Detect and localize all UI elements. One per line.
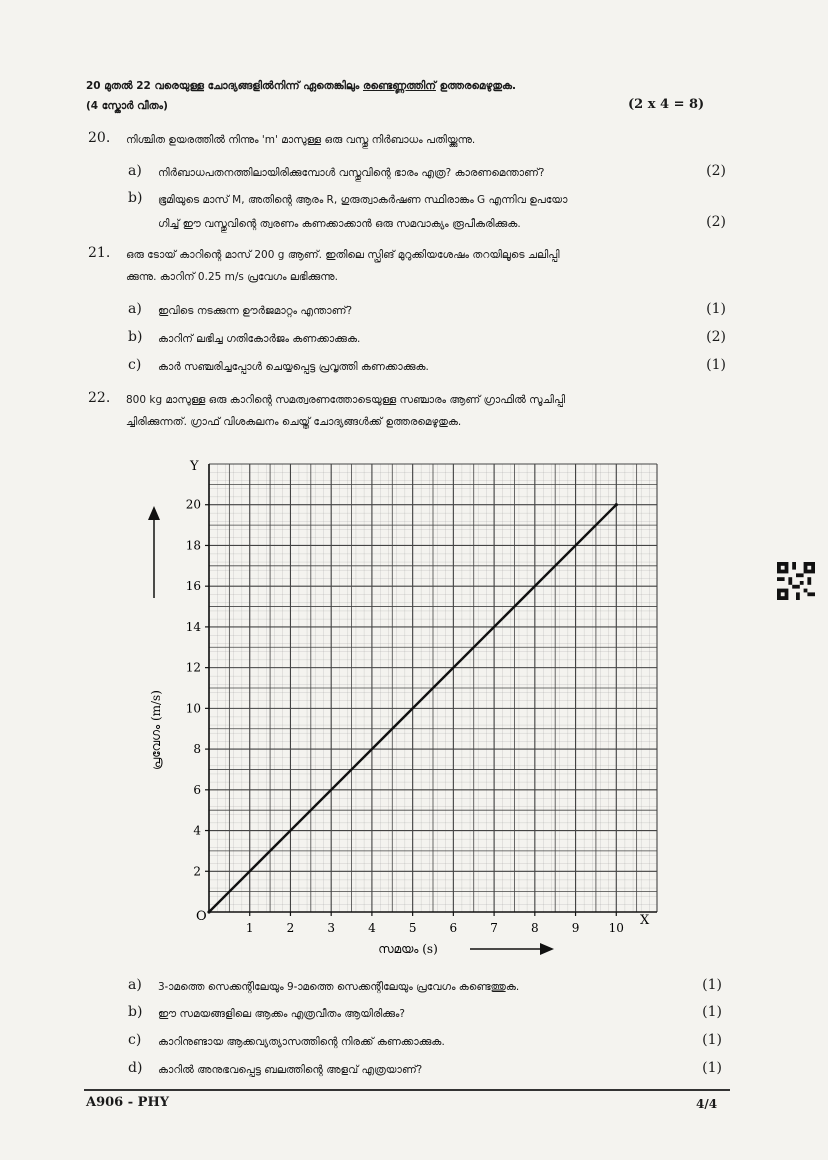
instruction-post: ഉത്തരമെഴുതുക. xyxy=(439,80,517,92)
q20-b-line2: ഗിച്ച് ഈ വസ്തുവിന്റെ ത്വരണം കണക്കാക്കാൻ ഒരു സമവാക്യം രൂപീകരിക്കുക. xyxy=(158,218,521,230)
y-tick-label: 4 xyxy=(193,823,201,838)
x-tick-label: 5 xyxy=(408,921,417,935)
x-tick-label: 7 xyxy=(490,921,498,935)
qr-code-icon xyxy=(776,562,816,600)
y-tick-label: 14 xyxy=(185,619,201,634)
y-axis-arrow-head xyxy=(148,506,160,520)
q21-a-marks: (1) xyxy=(706,301,726,317)
q21-c-label: c) xyxy=(128,357,142,373)
x-axis-arrow-head xyxy=(540,943,554,955)
q21-a-text: ഇവിടെ നടക്കുന്ന ഊർജമാറ്റം എന്താണ്? xyxy=(158,305,353,317)
y-tick-label: 10 xyxy=(185,701,201,716)
footer-code: A906 - PHY xyxy=(86,1095,170,1110)
instruction-underlined: രണ്ടെണ്ണത്തിന് xyxy=(362,80,436,92)
origin-label: O xyxy=(196,909,207,924)
series-point xyxy=(207,910,210,913)
x-tick-label: 4 xyxy=(368,921,376,935)
question-21-line2: ക്കുന്നു. കാറിന് 0.25 m/s പ്രവേഗം ലഭിക്കുന്നു. xyxy=(126,271,338,283)
q21-c-text: കാർ സഞ്ചരിച്ചപ്പോൾ ചെയ്യപ്പെട്ട പ്രവൃത്തി കണക്കാക്കുക. xyxy=(158,361,429,373)
question-22-line2: ച്ചിരിക്കുന്നത്. ഗ്രാഫ് വിശകലനം ചെയ്ത് ചോദ്യങ്ങൾക്ക് ഉത്തരമെഴുതുക. xyxy=(126,416,462,428)
q22-d-marks: (1) xyxy=(702,1060,722,1076)
question-22-number: 22. xyxy=(88,390,111,406)
q21-b-label: b) xyxy=(128,329,143,345)
x-tick-label: 10 xyxy=(608,921,624,935)
q21-b-text: കാറിന് ലഭിച്ച ഗതികോർജം കണക്കാക്കുക. xyxy=(158,333,361,345)
question-20-text: നിശ്ചിത ഉയരത്തിൽ നിന്നും 'm' മാസുള്ള ഒരു വസ്തു നിർബാധം പതിയ്ക്കുന്നു. xyxy=(126,134,476,146)
q21-b-marks: (2) xyxy=(706,329,726,345)
y-tick-label: 20 xyxy=(185,497,201,512)
y-tick-label: 12 xyxy=(185,660,201,675)
x-axis-letter: X xyxy=(640,913,650,928)
x-axis-label: സമയം (s) xyxy=(378,942,438,956)
question-21-line1: ഒരു ടോയ് കാറിന്റെ മാസ് 200 g ആണ്. ഇതിലെ സ്പ്രിങ് മുറുക്കിയശേഷം തറയിലൂടെ ചലിപ്പി xyxy=(126,249,560,261)
scoring-note: (2 x 4 = 8) xyxy=(628,97,705,112)
q22-c-text: കാറിനുണ്ടായ ആക്കവ്യത്യാസത്തിന്റെ നിരക്ക് കണക്കാക്കുക. xyxy=(158,1036,445,1048)
question-20-number: 20. xyxy=(88,130,111,146)
y-axis-label: പ്രവേഗം (m/s) xyxy=(149,690,163,770)
y-tick-label: 8 xyxy=(193,742,201,757)
x-tick-label: 9 xyxy=(571,921,580,935)
q22-a-marks: (1) xyxy=(702,977,722,993)
y-axis-letter: Y xyxy=(190,459,199,474)
q22-d-label: d) xyxy=(128,1060,143,1076)
x-tick-label: 3 xyxy=(327,921,336,935)
q22-a-label: a) xyxy=(128,977,142,993)
x-tick-label: 1 xyxy=(245,921,254,935)
footer-divider xyxy=(84,1089,730,1091)
q21-a-label: a) xyxy=(128,301,142,317)
q22-c-marks: (1) xyxy=(702,1032,722,1048)
q22-a-text: 3-ാമത്തെ സെക്കന്റിലേയും 9-ാമത്തെ സെക്കന്റിലേയും പ്രവേഗം കണ്ടെത്തുക. xyxy=(158,981,520,993)
y-tick-label: 2 xyxy=(193,864,201,879)
q22-c-label: c) xyxy=(128,1032,142,1048)
instruction-line-2: (4 സ്കോർ വീതം) xyxy=(86,100,168,112)
y-tick-label: 18 xyxy=(185,538,201,553)
q20-b-label: b) xyxy=(128,190,143,206)
footer-page: 4/4 xyxy=(696,1097,718,1111)
y-tick-label: 16 xyxy=(185,579,201,594)
instruction-line-1 xyxy=(86,78,516,94)
question-22-line1: 800 kg മാസുള്ള ഒരു കാറിന്റെ സമത്വരണത്തോടെയുള്ള സഞ്ചാരം ആണ് ഗ്രാഫിൽ സൂചിപ്പി xyxy=(126,394,566,406)
q20-a-marks: (2) xyxy=(706,163,726,179)
y-tick-labels xyxy=(186,498,209,879)
q22-b-marks: (1) xyxy=(702,1004,722,1020)
series-point xyxy=(615,503,618,506)
y-tick-label: 6 xyxy=(193,782,201,797)
q22-d-text: കാറിൽ അനുഭവപ്പെട്ട ബലത്തിന്റെ അളവ് എത്രയാണ്? xyxy=(158,1064,423,1076)
velocity-time-graph xyxy=(130,448,670,973)
x-tick-label: 6 xyxy=(449,921,458,935)
q21-c-marks: (1) xyxy=(706,357,726,373)
q22-b-label: b) xyxy=(128,1004,143,1020)
q20-a-text: നിർബാധപതനത്തിലായിരിക്കുമ്പോൾ വസ്തുവിന്റെ ഭാരം എത്ര? കാരണമെന്താണ്? xyxy=(158,167,545,179)
instruction-pre: 20 മുതൽ 22 വരെയുള്ള ചോദ്യങ്ങളിൽനിന്ന് ഏതെങ്കിലും xyxy=(86,80,360,92)
x-tick-label: 8 xyxy=(530,921,539,935)
question-21-number: 21. xyxy=(88,245,111,261)
x-tick-labels xyxy=(246,912,624,935)
q20-b-marks: (2) xyxy=(706,214,726,230)
q20-b-line1: ഭൂമിയുടെ മാസ് M, അതിന്റെ ആരം R, ഗുരുത്വാകർഷണ സ്ഥിരാങ്കം G എന്നിവ ഉപയോ xyxy=(158,194,568,206)
x-tick-label: 2 xyxy=(286,921,295,935)
q22-b-text: ഈ സമയങ്ങളിലെ ആക്കം എത്രവീതം ആയിരിക്കും? xyxy=(158,1008,406,1020)
q20-a-label: a) xyxy=(128,163,142,179)
